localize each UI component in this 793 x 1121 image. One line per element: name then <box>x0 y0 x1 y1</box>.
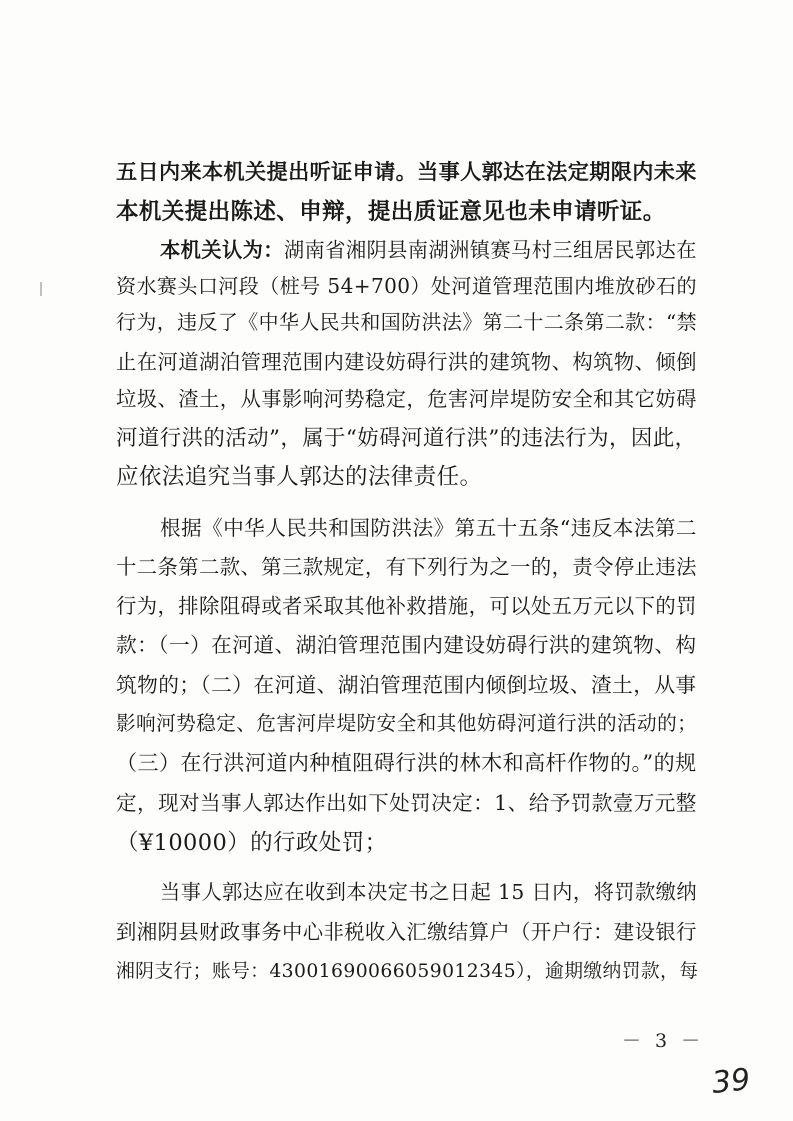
text-line: （三）在行洪河道内种植阻碍行洪的林木和高杆作物的。”的规 <box>116 750 697 775</box>
section-label: 本机关认为： <box>160 238 284 262</box>
text-line: 筑物的；（二）在河道、湖泊管理范围内倾倒垃圾、渣土，从事 <box>116 673 697 697</box>
text-line: 垃圾、渣土，从事影响河势稳定，危害河岸堤防安全和其它妨碍 <box>116 387 697 411</box>
text-line: 河道行洪的活动”，属于“妨碍河道行洪”的违法行为，因此， <box>116 426 697 451</box>
text-line: 十二条第二款、第三款规定，有下列行为之一的，责令停止违法 <box>116 555 697 579</box>
scan-speck <box>40 282 42 296</box>
text-line: 行为，违反了《中华人民共和国防洪法》第二十二条第二款：“禁 <box>116 310 697 334</box>
text-line: 湘阴支行；账号：43001690066059012345），逾期缴纳罚款，每 <box>116 961 699 982</box>
text-line: 定，现对当事人郭达作出如下处罚决定：1、给予罚款壹万元整 <box>116 791 697 815</box>
text-line: 款：（一）在河道、湖泊管理范围内建设妨碍行洪的建筑物、构 <box>116 633 697 657</box>
text-line <box>160 232 740 268</box>
text-line: 资水赛头口河段（桩号 54+700）处河道管理范围内堆放砂石的 <box>116 274 697 298</box>
text-line: 到湘阴县财政事务中心非税收入汇缴结算户（开户行：建设银行 <box>116 920 697 944</box>
text-line: 行为，排除阻碍或者采取其他补救措施，可以处五万元以下的罚 <box>116 594 697 618</box>
text-fragment: 湖南省湘阴县南湖洲镇赛马村三组居民郭达在 <box>283 238 697 262</box>
handwritten-page-number: 39 <box>710 1062 752 1101</box>
text-line: 本机关提出陈述、申辩，提出质证意见也未申请听证。 <box>116 199 666 225</box>
text-line: 应依法追究当事人郭达的法律责任。 <box>116 464 483 490</box>
text-line: 当事人郭达应在收到本决定书之日起 15 日内，将罚款缴纳 <box>160 880 698 904</box>
text-line: 止在河道湖泊管理范围内建设妨碍行洪的建筑物、构筑物、倾倒 <box>116 350 697 374</box>
text-line: 影响河势稳定、危害河岸堤防安全和其他妨碍河道行洪的活动的； <box>116 712 698 735</box>
text-line: （¥10000）的行政处罚； <box>116 830 388 856</box>
text-line: 根据《中华人民共和国防洪法》第五十五条“违反本法第二 <box>160 516 697 540</box>
text-line: 五日内来本机关提出听证申请。当事人郭达在法定期限内未来 <box>116 159 697 184</box>
page-number: － 3 － <box>622 1030 705 1052</box>
